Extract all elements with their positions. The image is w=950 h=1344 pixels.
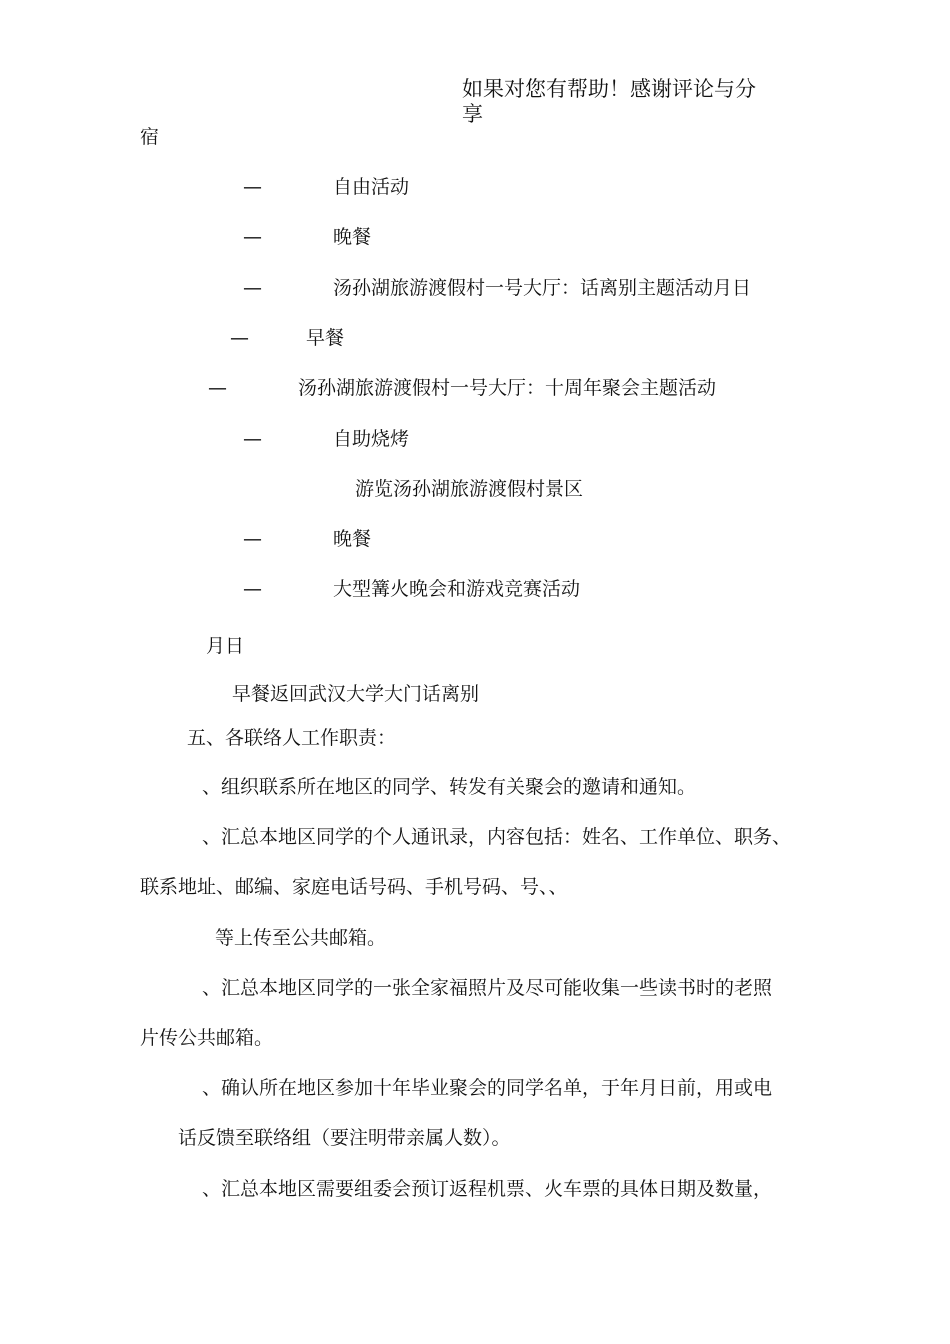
duty-paragraph-2-line-2: 联系地址、邮编、家庭电话号码、手机号码、号、、 xyxy=(140,876,568,898)
dash-marker: — xyxy=(243,528,262,550)
schedule-item: 大型篝火晚会和游戏竞赛活动 xyxy=(333,578,581,600)
schedule-item: 汤孙湖旅游渡假村一号大厅：话离别主题活动月日 xyxy=(333,277,752,299)
dash-marker: — xyxy=(243,226,262,248)
duty-paragraph-3-line-1: 、汇总本地区同学的一张全家福照片及尽可能收集一些读书时的老照 xyxy=(202,977,773,999)
duty-paragraph-2-line-3: 等上传至公共邮箱。 xyxy=(215,927,387,949)
duty-paragraph-5-line-1: 、汇总本地区需要组委会预订返程机票、火车票的具体日期及数量， xyxy=(202,1178,773,1200)
duty-paragraph-2-line-1: 、汇总本地区同学的个人通讯录，内容包括：姓名、工作单位、职务、 xyxy=(202,826,792,848)
schedule-fragment: 宿 xyxy=(140,126,160,148)
section-heading: 五、各联络人工作职责： xyxy=(187,727,397,749)
dash-marker: — xyxy=(243,277,262,299)
dash-marker: — xyxy=(243,428,262,450)
schedule-item: 晚餐 xyxy=(333,226,372,248)
dash-marker: — xyxy=(230,327,249,349)
schedule-item: 晚餐 xyxy=(333,528,372,550)
header-line-2: 享 xyxy=(462,102,483,126)
schedule-item: 汤孙湖旅游渡假村一号大厅：十周年聚会主题活动 xyxy=(298,377,717,399)
schedule-item: 自由活动 xyxy=(333,176,410,198)
dash-marker: — xyxy=(243,176,262,198)
dash-marker: — xyxy=(208,377,227,399)
schedule-item: 早餐 xyxy=(306,327,345,349)
duty-paragraph-4-line-1: 、确认所在地区参加十年毕业聚会的同学名单，于年月日前，用或电 xyxy=(202,1077,773,1099)
header-line-1: 如果对您有帮助！感谢评论与分 xyxy=(462,77,756,101)
schedule-item: 游览汤孙湖旅游渡假村景区 xyxy=(355,478,584,500)
duty-paragraph-3-line-2: 片传公共邮箱。 xyxy=(140,1027,274,1049)
schedule-date-label: 月日 xyxy=(206,635,245,657)
dash-marker: — xyxy=(243,578,262,600)
duty-paragraph-1: 、组织联系所在地区的同学、转发有关聚会的邀请和通知。 xyxy=(202,776,697,798)
duty-paragraph-4-line-2: 话反馈至联络组（要注明带亲属人数）。 xyxy=(178,1127,511,1149)
schedule-final-item: 早餐返回武汉大学大门话离别 xyxy=(232,683,480,705)
schedule-item: 自助烧烤 xyxy=(333,428,410,450)
